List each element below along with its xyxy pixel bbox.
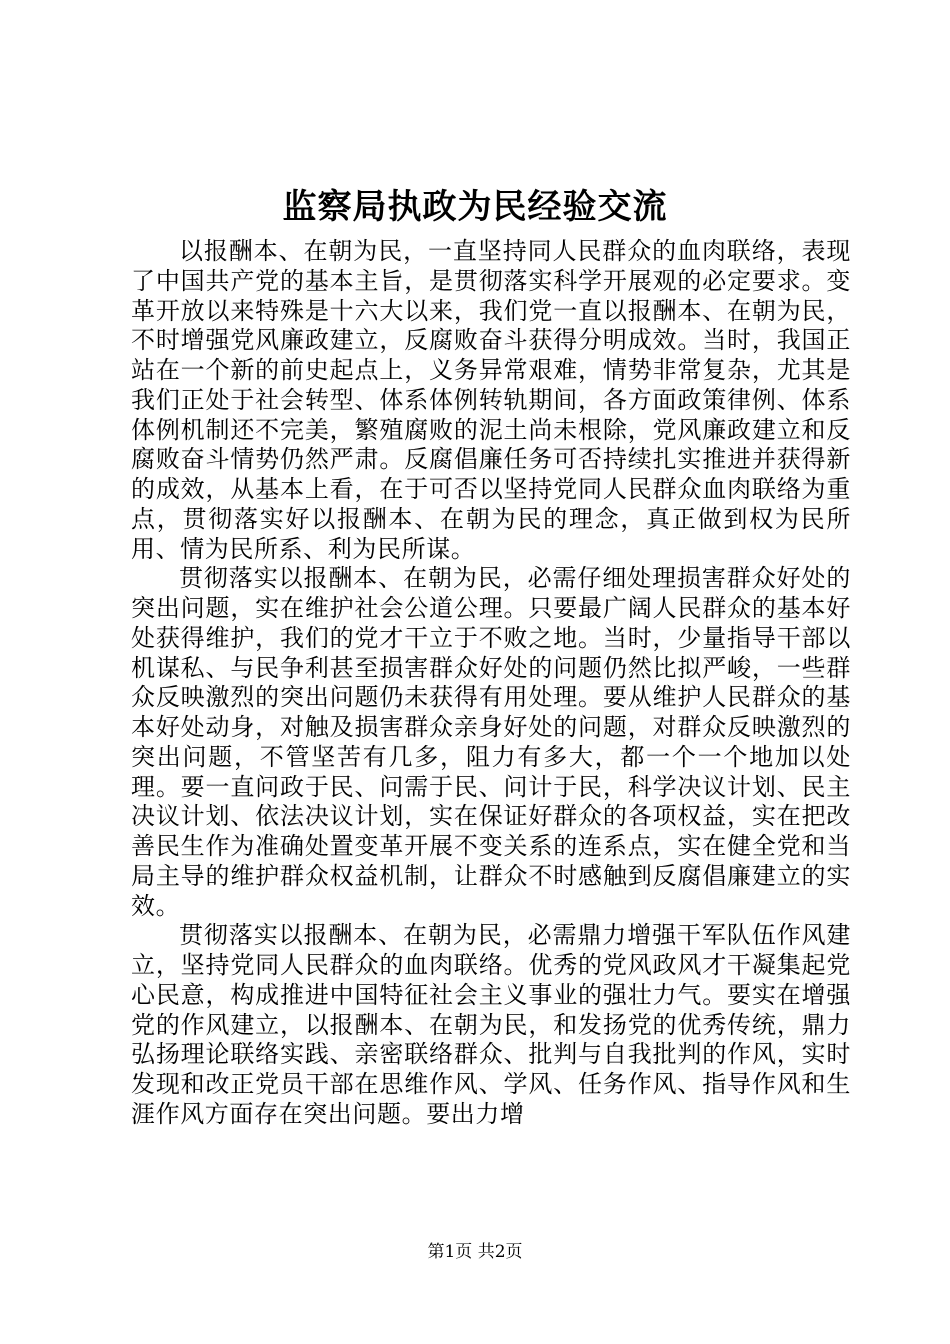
paragraph-3: 贯彻落实以报酬本、在朝为民，必需鼎力增强干军队伍作风建立，坚持党同人民群众的血肉联络。优秀的党风政风才干凝集起党心民意，构成推进中国特征社会主义事业的强壮力气。要实在增强党的作风建立，以报酬本、在朝为民，和发扬党的优秀传统，鼎力弘扬理论联络实践、亲密联络群众、批判与自我批判的作风，实时发现和改正党员干部在思维作风、学风、任务作风、指导作风和生涯作风方面存在突出问题。要出力增 <box>131 921 851 1128</box>
document-title: 监察局执政为民经验交流 <box>282 187 668 227</box>
document-body <box>131 237 851 1130</box>
paragraph-2: 贯彻落实以报酬本、在朝为民，必需仔细处理损害群众好处的突出问题，实在维护社会公道公理。只要最广阔人民群众的基本好处获得维护，我们的党才干立于不败之地。当时，少量指导干部以机谋私、与民争利甚至损害群众好处的问题仍然比拟严峻，一些群众反映激烈的突出问题仍未获得有用处理。要从维护人民群众的基本好处动身，对触及损害群众亲身好处的问题，对群众反映激烈的突出问题，不管坚苦有几多，阻力有多大，都一个一个地加以处理。要一直问政于民、问需于民、问计于民，科学决议计划、民主决议计划、依法决议计划，实在保证好群众的各项权益，实在把改善民生作为准确处置变革开展不变关系的连系点，实在健全党和当局主导的维护群众权益机制，让群众不时感触到反腐倡廉建立的实效。 <box>131 564 851 920</box>
page-number-footer: 第1页 共2页 <box>427 1242 523 1262</box>
paragraph-1: 以报酬本、在朝为民，一直坚持同人民群众的血肉联络，表现了中国共产党的基本主旨，是贯彻落实科学开展观的必定要求。变革开放以来特殊是十六大以来，我们党一直以报酬本、在朝为民，不时增强党风廉政建立，反腐败奋斗获得分明成效。当时，我国正站在一个新的前史起点上，义务异常艰难，情势非常复杂，尤其是我们正处于社会转型、体系体例转轨期间，各方面政策律例、体系体例机制还不完美，繁殖腐败的泥土尚未根除，党风廉政建立和反腐败奋斗情势仍然严肃。反腐倡廉任务可否持续扎实推进并获得新的成效，从基本上看，在于可否以坚持党同人民群众血肉联络为重点，贯彻落实好以报酬本、在朝为民的理念，真正做到权为民所用、情为民所系、利为民所谋。 <box>131 237 851 563</box>
